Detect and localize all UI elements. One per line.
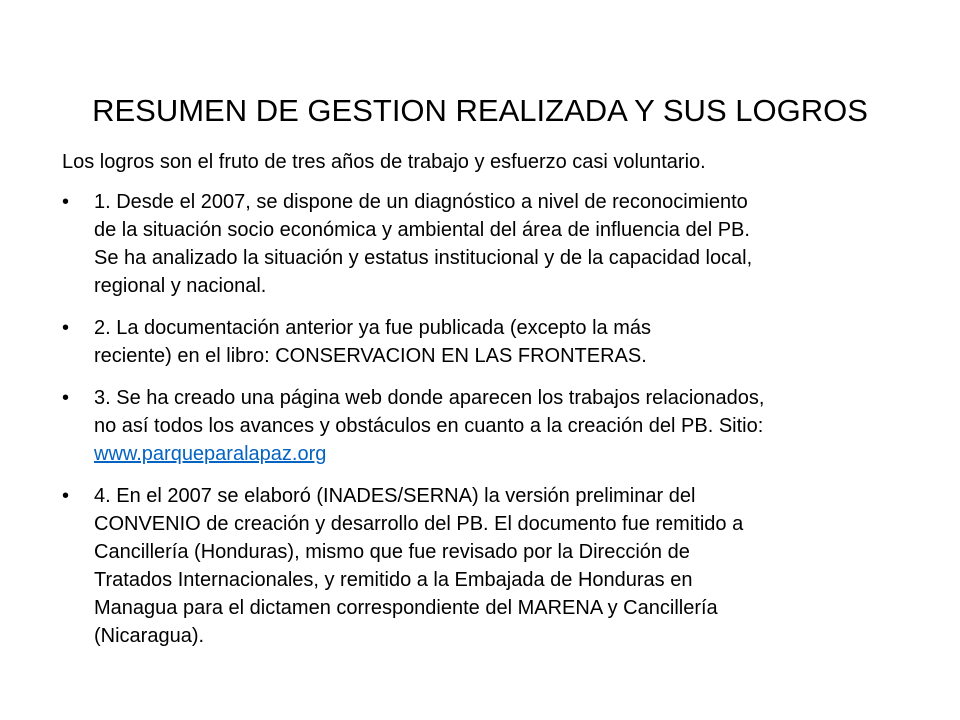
- bullet-4-line-2: CONVENIO de creación y desarrollo del PB. El documento fue remitido a: [94, 513, 744, 535]
- bullet-item-3: [62, 384, 912, 468]
- bullet-4-line-3: Cancillería (Honduras), mismo que fue revisado por la Dirección de: [94, 541, 690, 563]
- slide-content: [62, 146, 912, 664]
- bullet-item-1: [62, 188, 912, 300]
- bullet-icon: •: [62, 317, 70, 339]
- bullet-3-line-2: no así todos los avances y obstáculos en cuanto a la creación del PB. Sitio:: [94, 415, 764, 437]
- website-link-line: [94, 440, 912, 468]
- bullet-2-line-2: reciente) en el libro: CONSERVACION EN LAS FRONTERAS.: [94, 345, 647, 367]
- slide-title: RESUMEN DE GESTION REALIZADA Y SUS LOGROS: [92, 92, 868, 128]
- bullet-2-line-1: 2. La documentación anterior ya fue publicada (excepto la más: [94, 317, 652, 339]
- bullet-1-line-1: 1. Desde el 2007, se dispone de un diagnóstico a nivel de reconocimiento: [94, 191, 748, 213]
- bullet-3-line-1: 3. Se ha creado una página web donde aparecen los trabajos relacionados,: [94, 387, 765, 409]
- bullet-1-line-2: de la situación socio económica y ambiental del área de influencia del PB.: [94, 219, 750, 241]
- bullet-4-line-6: (Nicaragua).: [94, 625, 205, 647]
- achievements-list: [62, 188, 912, 650]
- bullet-1-line-3: Se ha analizado la situación y estatus institucional y de la capacidad local,: [94, 247, 753, 269]
- bullet-icon: •: [62, 191, 70, 213]
- bullet-4-line-5: Managua para el dictamen correspondiente del MARENA y Cancillería: [94, 597, 718, 619]
- bullet-item-4: [62, 482, 912, 650]
- bullet-icon: •: [62, 387, 70, 409]
- intro-text: Los logros son el fruto de tres años de trabajo y esfuerzo casi voluntario.: [62, 151, 706, 173]
- bullet-4-line-4: Tratados Internacionales, y remitido a la Embajada de Honduras en: [94, 569, 693, 591]
- bullet-1-line-4: regional y nacional.: [94, 275, 267, 297]
- bullet-4-line-1: 4. En el 2007 se elaboró (INADES/SERNA) la versión preliminar del: [94, 485, 696, 507]
- bullet-item-2: [62, 314, 912, 370]
- bullet-icon: •: [62, 485, 70, 507]
- website-link[interactable]: www.parqueparalapaz.org: [94, 443, 327, 465]
